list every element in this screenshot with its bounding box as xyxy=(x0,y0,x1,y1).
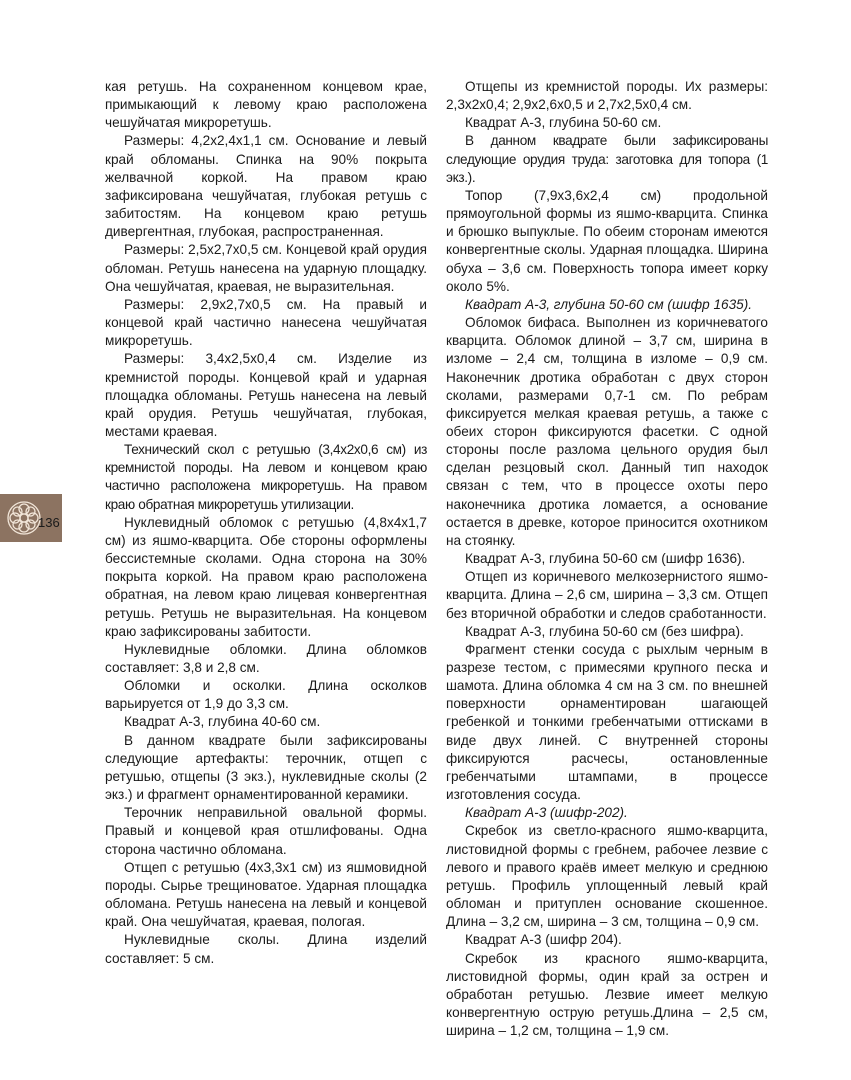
paragraph: Нуклевидные обломки. Длина обломков составляет: 3,8 и 2,8 см. xyxy=(105,641,427,675)
paragraph: Топор (7,9х3,6х2,4 см) продольной прямоугольной формы из яшмо-кварцита. Спинка и брюшко выпуклые. По обеим сторонам имеются конвергентные сколы. Ударная площадка. Ширина обуха – 3,6 см. Поверхность топора имеет корку около 5%. xyxy=(446,187,768,294)
section-heading-italic: Квадрат А-3, глубина 50-60 см (шифр 1635). xyxy=(465,296,753,312)
section-heading-italic: Квадрат А-3 (шифр-202). xyxy=(465,805,628,821)
paragraph: Размеры: 2,5х2,7х0,5 см. Концевой край орудия обломан. Ретушь нанесена на ударную площадку. Она чешуйчатая, краевая, не выразительная. xyxy=(105,242,427,294)
paragraph: Размеры: 4,2х2,4х1,1 см. Основание и левый край обломаны. Спинка на 90% покрыта желвачной коркой. На правом краю зафиксирована чешуйчатая, глубокая ретушь с забитостям. На концевом краю ретушь дивергентная, глубокая, распространенная. xyxy=(105,133,427,240)
paragraph: Обломок бифаса. Выполнен из коричневатого кварцита. Обломок длиной – 3,7 см, ширина в изломе – 2,4 см, толщина в изломе – 0,9 см. Наконечник дротика обработан с двух сторон сколами, размерами 0,7-1 см. По ребрам фиксируется мелкая краевая ретушь, а также с обеих сторон фиксируются фасетки. С одной стороны после разлома цельного орудия был сделан резцовый скол. Данный тип находок связан с тем, что в процессе охоты перо наконечника дротика ломается, а основание остается в древке, которое приносится охотником на стоянку. xyxy=(446,315,768,548)
section-heading: Квадрат А-3 (шифр 204). xyxy=(465,932,622,948)
paragraph: Технический скол с ретушью (3,4х2х0,6 см) из кремнистой породы. На левом и концевом краю частично расположена микроретушь. На правом краю обратная микроретушь утилизации. xyxy=(105,442,427,512)
paragraph: Фрагмент стенки сосуда с рыхлым черным в разрезе тестом, с примесями крупного песка и шамота. Длина обломка 4 см на 3 см. по внешней поверхности орнаментирован шагающей гребенкой и тонкими гребенчатыми оттисками в виде двух линей. С внутренней стороны фиксируются расчесы, остановленные гребенчатыми штампами, в процессе изготовления сосуда. xyxy=(446,641,768,803)
paragraph: кая ретушь. На сохраненном концевом крае, примыкающий к левому краю расположена чешуйчатая микроретушь. xyxy=(105,79,427,131)
section-heading: Квадрат А-3, глубина 50-60 см. xyxy=(465,115,662,131)
left-text-column xyxy=(105,78,427,968)
paragraph: Размеры: 3,4х2,5х0,4 см. Изделие из кремнистой породы. Концевой край и ударная площадка обломаны. Ретушь нанесена на левый край орудия. Ретушь чешуйчатая, глубокая, местами краевая. xyxy=(105,351,427,439)
paragraph: В данном квадрате были зафиксированы следующие орудия труда: заготовка для топора (1 экз.). xyxy=(446,133,768,185)
section-heading: Квадрат А-3, глубина 40-60 см. xyxy=(124,714,321,730)
page-number: 136 xyxy=(38,515,60,530)
paragraph: Скребок из светло-красного яшмо-кварцита, листовидной формы с гребнем, рабочее лезвие с левого и правого краёв имеет мелкую и среднюю ретушь. Профиль уплощенный левый край обломан и притуплен основание скошенное. Длина – 3,2 см, ширина – 3 см, толщина – 0,9 см. xyxy=(446,823,768,930)
paragraph: Размеры: 2,9х2,7х0,5 см. На правый и концевой край частично нанесена чешуйчатая микроретушь. xyxy=(105,296,427,349)
paragraph: В данном квадрате были зафиксированы следующие артефакты: терочник, отщеп с ретушью, отщепы (3 экз.), нуклевидные сколы (2 экз.) и фрагмент орнаментированной керамики. xyxy=(105,732,427,803)
paragraph: Отщеп из коричневого мелкозернистого яшмо-кварцита. Длина – 2,6 см, ширина – 3,3 см. Отщеп без вторичной обработки и следов сработанности. xyxy=(446,569,768,621)
section-heading: Квадрат А-3, глубина 50-60 см (без шифра). xyxy=(465,623,744,639)
paragraph: Терочник неправильной овальной формы. Правый и концевой края отшлифованы. Одна сторона частично обломана. xyxy=(105,805,427,857)
paragraph: Нуклевидные сколы. Длина изделий составляет: 5 см. xyxy=(105,932,427,966)
paragraph: Нуклевидный обломок с ретушью (4,8х4х1,7 см) из яшмо-кварцита. Обе стороны оформлены бессистемные сколами. Одна сторона на 30% покрыта коркой. На правом краю расположена обратная, на левом краю лицевая конвергентная ретушь. Ретушь не выразительная. На концевом краю зафиксированы забитости. xyxy=(105,514,427,639)
paragraph: Отщепы из кремнистой породы. Их размеры: 2,3х2х0,4; 2,9х2,6х0,5 и 2,7х2,5х0,4 см. xyxy=(446,79,768,113)
paragraph: Обломки и осколки. Длина осколков варьируется от 1,9 до 3,3 см. xyxy=(105,678,427,712)
paragraph: Отщеп с ретушью (4х3,3х1 см) из яшмовидной породы. Сырье трещиноватое. Ударная площадка обломана. Ретушь нанесена на левый и концевой край. Она чешуйчатая, краевая, пологая. xyxy=(105,859,427,930)
right-text-column xyxy=(446,78,768,1040)
section-heading: Квадрат А-3, глубина 50-60 см (шифр 1636). xyxy=(465,551,746,567)
paragraph: Скребок из красного яшмо-кварцита, листовидной формы, один край за острен и обработан ретушью. Лезвие имеет мелкую конвергентную острую ретушь.Длина – 2,5 см, ширина – 1,2 см, толщина – 1,9 см. xyxy=(446,950,768,1039)
